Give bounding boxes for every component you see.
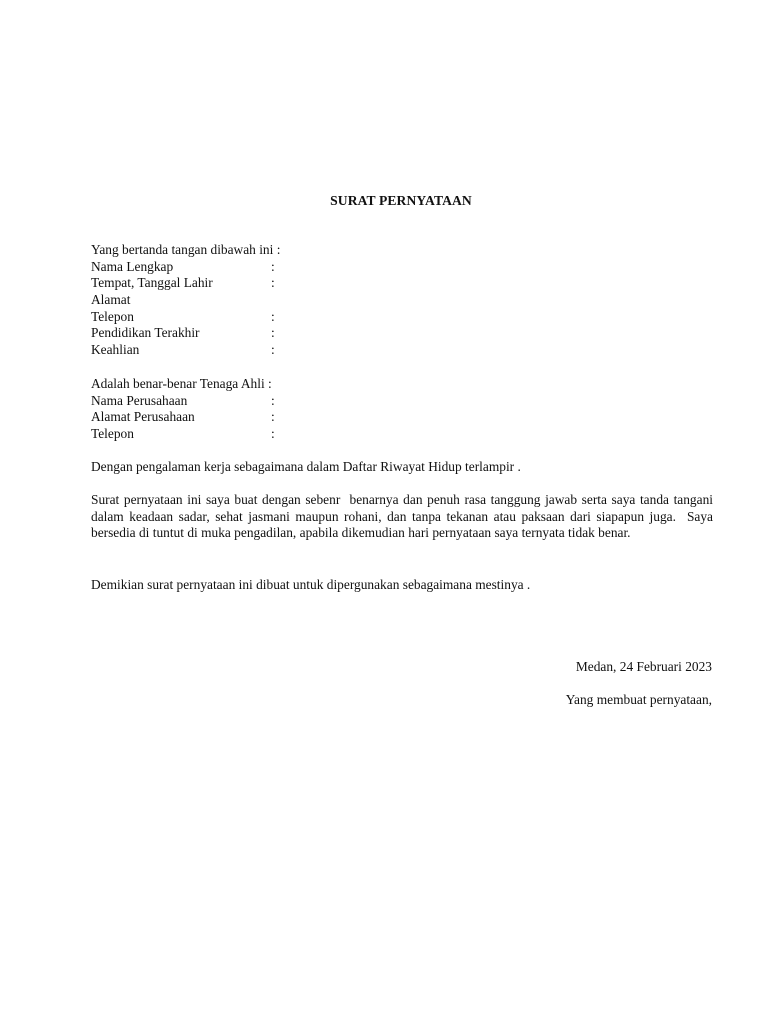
field-row-nama-lengkap [91, 259, 713, 276]
field-colon: : [271, 426, 275, 442]
company-intro-text: Adalah benar-benar Tenaga Ahli : [91, 376, 272, 391]
field-label: Keahlian [91, 342, 140, 358]
field-row-telepon [91, 309, 713, 326]
declaration-paragraph: Surat pernyataan ini saya buat dengan sebenr benarnya dan penuh rasa tanggung jawab serta saya tanda tangani dalam keadaan sadar, sehat jasmani maupun rohani, dan tanpa tekanan atau paksaan dari siapapun juga. Saya bersedia di tuntut di muka pengadilan, apabila dikemudian hari pernyataan saya ternyata tidak benar. [91, 492, 717, 541]
place-date: Medan, 24 Februari 2023 [575, 659, 712, 674]
field-row-keahlian [91, 342, 713, 359]
field-row-tempat-tanggal-lahir [91, 275, 713, 292]
field-colon: : [271, 275, 275, 291]
field-label: Nama Lengkap [91, 258, 174, 274]
field-label: Pendidikan Terakhir [91, 325, 200, 341]
field-row-nama-perusahaan [91, 393, 713, 410]
field-row-alamat-perusahaan [91, 409, 713, 426]
experience-statement: Dengan pengalaman kerja sebagaimana dalam Daftar Riwayat Hidup terlampir . [91, 459, 521, 474]
field-colon: : [271, 308, 275, 324]
field-label: Alamat [91, 292, 131, 308]
field-colon: : [271, 325, 275, 341]
closing-statement: Demikian surat pernyataan ini dibuat untuk dipergunakan sebagaimana mestinya . [91, 577, 531, 592]
signatory-label: Yang membuat pernyataan, [565, 692, 712, 707]
field-label: Telepon [91, 426, 134, 442]
personal-data-section [91, 242, 713, 359]
field-row-alamat [91, 292, 713, 309]
company-intro-line [91, 376, 713, 393]
company-data-section [91, 376, 713, 443]
field-label: Alamat Perusahaan [91, 409, 195, 425]
field-colon: : [271, 258, 275, 274]
field-label: Nama Perusahaan [91, 392, 188, 408]
field-colon: : [271, 409, 275, 425]
intro-line [91, 242, 713, 259]
field-row-telepon-perusahaan [91, 426, 713, 443]
field-colon: : [271, 392, 275, 408]
field-label: Telepon [91, 308, 134, 324]
field-colon: : [271, 342, 275, 358]
field-row-pendidikan-terakhir [91, 325, 713, 342]
field-label: Tempat, Tanggal Lahir [91, 275, 213, 291]
document-title: SURAT PERNYATAAN [330, 193, 472, 208]
intro-text: Yang bertanda tangan dibawah ini : [91, 242, 281, 257]
